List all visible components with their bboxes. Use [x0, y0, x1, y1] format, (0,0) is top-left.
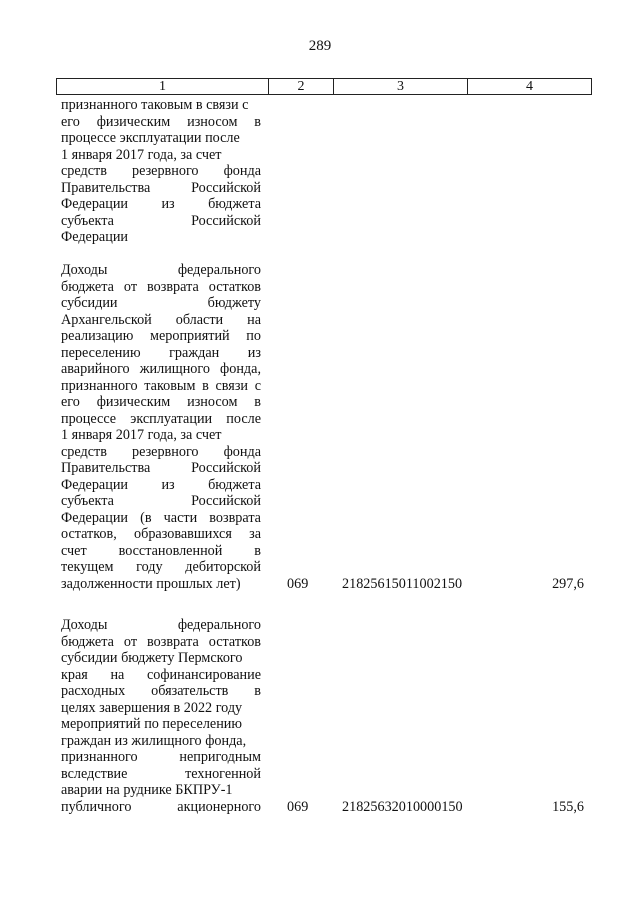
entry-line: Архангельской области на — [61, 311, 261, 328]
entry-line: Доходы федерального — [61, 262, 261, 278]
entry-line: Федерации из бюджета — [61, 476, 261, 493]
amount: 297,6 — [552, 575, 584, 592]
entry-description — [61, 97, 261, 246]
column-header-2: 2 — [269, 79, 334, 95]
entry-line: реализацию мероприятий по — [61, 328, 261, 344]
column-header-1: 1 — [57, 79, 269, 95]
entry-line: его физическим износом в — [61, 394, 261, 410]
entry-description — [61, 617, 261, 815]
entry-line: граждан из жилищного фонда, — [61, 732, 247, 749]
entry-line: остатков, образовавшихся за — [61, 526, 261, 542]
entry-line: субъекта Российской — [61, 493, 261, 509]
column-header-4: 4 — [468, 79, 592, 95]
entry-line: Федерации (в части возврата — [61, 509, 261, 526]
entry-line: субсидии бюджету — [61, 295, 261, 311]
admin-code: 069 — [287, 798, 309, 815]
entry-line: признанного таковым в связи с — [61, 97, 249, 113]
entry-line: Правительства Российской — [61, 460, 261, 476]
entry-line: переселению граждан из — [61, 344, 261, 361]
entry-line: текущем году дебиторской — [61, 559, 261, 575]
entry-line: Федерации — [61, 229, 129, 245]
entry-line: признанного таковым в связи с — [61, 377, 261, 394]
entry-line: края на софинансирование — [61, 666, 261, 683]
entry-line: Федерации из бюджета — [61, 196, 261, 212]
admin-code: 069 — [287, 575, 309, 592]
entry-line: 1 января 2017 года, за счет — [61, 146, 222, 163]
entry-line: целях завершения в 2022 году — [61, 699, 243, 716]
table-header — [56, 78, 592, 95]
entry-line: признанного непригодным — [61, 749, 261, 765]
entry-line: его физическим износом в — [61, 113, 261, 130]
entry-line: средств резервного фонда — [61, 443, 261, 460]
entry-line: мероприятий по переселению — [61, 716, 242, 732]
page-number: 289 — [308, 38, 332, 54]
entry-line: бюджета от возврата остатков — [61, 278, 261, 295]
entry-line: процессе эксплуатации после — [61, 410, 261, 427]
entry-description — [61, 262, 261, 592]
entry-line: бюджета от возврата остатков — [61, 633, 261, 650]
entry-line: Правительства Российской — [61, 179, 261, 196]
entry-line: субсидии бюджету Пермского — [61, 650, 243, 666]
entry-line: 1 января 2017 года, за счет — [61, 427, 222, 443]
column-header-3: 3 — [334, 79, 468, 95]
entry-line: расходных обязательств в — [61, 683, 261, 699]
entry-line: Доходы федерального — [61, 617, 261, 633]
entry-line: аварии на руднике БКПРУ-1 — [61, 782, 233, 798]
amount: 155,6 — [552, 798, 584, 815]
entry-line: субъекта Российской — [61, 212, 261, 229]
budget-classification-code: 21825632010000150 — [342, 798, 463, 815]
entry-line: аварийного жилищного фонда, — [61, 361, 261, 377]
entry-line: процессе эксплуатации после — [61, 130, 240, 146]
entry-line: публичного акционерного — [61, 798, 261, 815]
entry-line: вследствие техногенной — [61, 765, 261, 782]
entry-line: счет восстановленной в — [61, 542, 261, 559]
entry-line: задолженности прошлых лет) — [61, 575, 241, 592]
budget-classification-code: 21825615011002150 — [342, 575, 463, 592]
entry-line: средств резервного фонда — [61, 163, 261, 179]
